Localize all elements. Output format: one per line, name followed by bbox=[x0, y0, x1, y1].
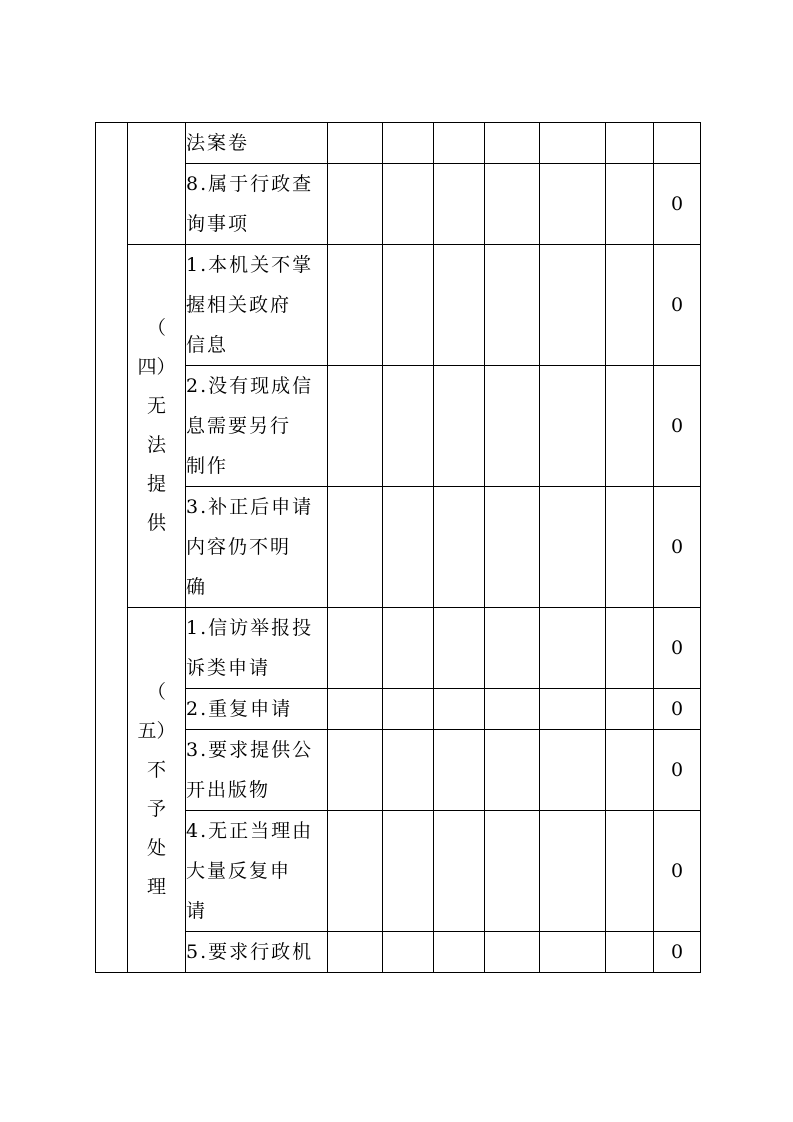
total-cell: 0 bbox=[654, 164, 701, 245]
value-cell bbox=[606, 730, 654, 811]
value-cell bbox=[606, 811, 654, 932]
table-row bbox=[96, 487, 701, 608]
item-line: 8.属于行政查 bbox=[186, 173, 314, 195]
value-cell bbox=[485, 932, 540, 973]
disclosure-statistics-table bbox=[95, 122, 701, 973]
value-cell bbox=[434, 245, 485, 366]
item-cell bbox=[186, 366, 328, 487]
item-line: 诉类申请 bbox=[186, 657, 271, 679]
value-cell bbox=[328, 164, 383, 245]
value-cell bbox=[485, 608, 540, 689]
value-cell bbox=[328, 123, 383, 164]
value-cell bbox=[383, 608, 434, 689]
item-line: 1.本机关不掌 bbox=[186, 254, 314, 276]
table-row bbox=[96, 608, 701, 689]
category-char: 五） bbox=[137, 720, 176, 742]
table-row bbox=[96, 164, 701, 245]
category-cell-five bbox=[128, 608, 186, 973]
value-cell bbox=[540, 123, 606, 164]
value-cell bbox=[328, 730, 383, 811]
item-line: 息需要另行 bbox=[186, 415, 292, 437]
value-cell bbox=[485, 487, 540, 608]
item-line: 询事项 bbox=[186, 213, 250, 235]
category-cell-previous bbox=[128, 123, 186, 245]
value-cell bbox=[485, 123, 540, 164]
item-line: 1.信访举报投 bbox=[186, 617, 314, 639]
value-cell bbox=[540, 932, 606, 973]
total-cell: 0 bbox=[654, 608, 701, 689]
item-line: 法案卷 bbox=[186, 132, 250, 154]
value-cell bbox=[434, 487, 485, 608]
item-line: 2.没有现成信 bbox=[186, 375, 314, 397]
value-cell bbox=[383, 811, 434, 932]
table-row bbox=[96, 811, 701, 932]
item-cell bbox=[186, 245, 328, 366]
value-cell bbox=[328, 487, 383, 608]
value-cell bbox=[540, 689, 606, 730]
value-cell bbox=[606, 245, 654, 366]
item-cell bbox=[186, 164, 328, 245]
value-cell bbox=[540, 487, 606, 608]
value-cell bbox=[383, 689, 434, 730]
table-row bbox=[96, 730, 701, 811]
value-cell bbox=[383, 730, 434, 811]
item-line: 内容仍不明 bbox=[186, 536, 292, 558]
value-cell bbox=[540, 811, 606, 932]
item-cell bbox=[186, 932, 328, 973]
category-char: 供 bbox=[146, 512, 166, 534]
total-cell: 0 bbox=[654, 730, 701, 811]
value-cell bbox=[540, 366, 606, 487]
item-line: 2.重复申请 bbox=[186, 698, 293, 720]
table-row bbox=[96, 366, 701, 487]
value-cell bbox=[434, 730, 485, 811]
item-line: 信息 bbox=[186, 334, 229, 356]
value-cell bbox=[485, 689, 540, 730]
table-row bbox=[96, 689, 701, 730]
item-line: 请 bbox=[186, 900, 208, 922]
value-cell bbox=[606, 932, 654, 973]
item-line: 握相关政府 bbox=[186, 294, 292, 316]
value-cell bbox=[606, 164, 654, 245]
value-cell bbox=[606, 689, 654, 730]
category-char: 无 bbox=[146, 395, 166, 417]
item-cell bbox=[186, 123, 328, 164]
total-cell: 0 bbox=[654, 932, 701, 973]
table-row bbox=[96, 245, 701, 366]
value-cell bbox=[540, 164, 606, 245]
value-cell bbox=[485, 245, 540, 366]
value-cell bbox=[383, 366, 434, 487]
value-cell bbox=[434, 123, 485, 164]
value-cell bbox=[434, 932, 485, 973]
table-row bbox=[96, 123, 701, 164]
value-cell bbox=[606, 487, 654, 608]
category-char: 予 bbox=[146, 798, 166, 820]
value-cell bbox=[606, 366, 654, 487]
item-line: 4.无正当理由 bbox=[186, 820, 314, 842]
category-char: 理 bbox=[146, 876, 166, 898]
value-cell bbox=[606, 123, 654, 164]
item-line: 3.要求提供公 bbox=[186, 739, 314, 761]
value-cell bbox=[485, 164, 540, 245]
value-cell bbox=[434, 608, 485, 689]
item-line: 5.要求行政机 bbox=[186, 941, 314, 963]
category-char: （ bbox=[146, 317, 166, 339]
value-cell bbox=[540, 245, 606, 366]
total-cell: 0 bbox=[654, 245, 701, 366]
value-cell bbox=[383, 245, 434, 366]
value-cell bbox=[328, 689, 383, 730]
value-cell bbox=[540, 730, 606, 811]
item-line: 大量反复申 bbox=[186, 860, 292, 882]
total-cell: 0 bbox=[654, 811, 701, 932]
value-cell bbox=[383, 164, 434, 245]
value-cell bbox=[485, 730, 540, 811]
item-cell bbox=[186, 689, 328, 730]
item-line: 制作 bbox=[186, 455, 229, 477]
table-row bbox=[96, 932, 701, 973]
item-line: 3.补正后申请 bbox=[186, 496, 314, 518]
value-cell bbox=[434, 366, 485, 487]
category-char: 法 bbox=[146, 434, 166, 456]
value-cell bbox=[328, 245, 383, 366]
category-char: 处 bbox=[146, 837, 166, 859]
value-cell bbox=[328, 811, 383, 932]
category-char: （ bbox=[146, 681, 166, 703]
value-cell bbox=[485, 811, 540, 932]
item-cell bbox=[186, 730, 328, 811]
value-cell bbox=[540, 608, 606, 689]
value-cell bbox=[328, 932, 383, 973]
category-char: 提 bbox=[146, 473, 166, 495]
item-cell bbox=[186, 811, 328, 932]
value-cell bbox=[383, 123, 434, 164]
value-cell bbox=[434, 164, 485, 245]
value-cell bbox=[328, 366, 383, 487]
total-cell: 0 bbox=[654, 487, 701, 608]
item-line: 确 bbox=[186, 576, 208, 598]
value-cell bbox=[485, 366, 540, 487]
item-cell bbox=[186, 608, 328, 689]
value-cell bbox=[606, 608, 654, 689]
category-char: 四） bbox=[137, 356, 176, 378]
value-cell bbox=[434, 689, 485, 730]
outer-category-cell bbox=[96, 123, 128, 973]
category-cell-four bbox=[128, 245, 186, 608]
total-cell: 0 bbox=[654, 689, 701, 730]
value-cell bbox=[434, 811, 485, 932]
value-cell bbox=[383, 932, 434, 973]
value-cell bbox=[383, 487, 434, 608]
item-cell bbox=[186, 487, 328, 608]
total-cell: 0 bbox=[654, 366, 701, 487]
total-cell bbox=[654, 123, 701, 164]
category-char: 不 bbox=[146, 759, 166, 781]
item-line: 开出版物 bbox=[186, 779, 271, 801]
value-cell bbox=[328, 608, 383, 689]
